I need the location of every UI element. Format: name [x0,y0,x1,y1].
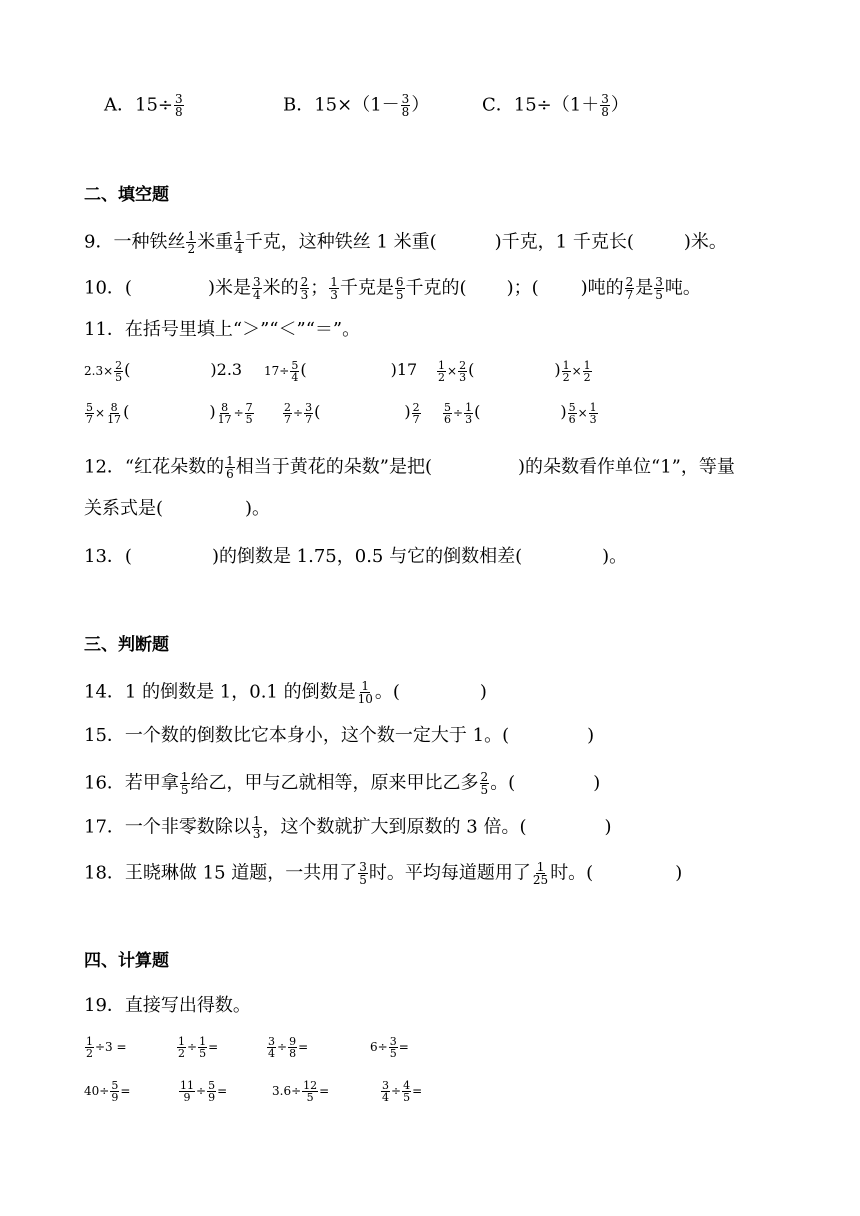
question-text: = [398,1040,409,1054]
fraction-denominator: 4 [268,1047,275,1060]
fraction-denominator: 7 [86,413,93,426]
fraction [288,1036,297,1059]
question-text: × [577,406,588,420]
fraction-numerator: 4 [403,1079,411,1092]
question-text: = [412,1084,423,1098]
fraction [302,1080,318,1103]
question-text: ) [404,402,411,421]
question-text: B．15×（1－ [283,94,400,116]
fraction-denominator: 4 [235,242,243,256]
option-c [482,93,629,118]
fraction-denominator: 4 [252,288,261,302]
question-text: ； [310,277,329,299]
question-text: ÷3 = [95,1040,127,1054]
question-text: 时。平均每道题用了 [368,862,531,884]
calc-item [272,1080,329,1103]
fraction-denominator: 10 [357,692,373,706]
question-19: 19．直接写出得数。 [84,995,251,1016]
fraction-denominator: 8 [401,105,410,119]
fraction-numerator: 5 [208,1079,216,1092]
question-text: 13．( [84,546,132,567]
fraction-numerator: 1 [589,401,597,414]
fraction-denominator: 5 [655,288,663,302]
fraction-numerator: 1 [199,1035,207,1048]
calc-item [84,1080,130,1103]
question-text: ） [610,94,629,116]
fraction-denominator: 7 [305,413,313,426]
fraction [186,230,196,255]
question-text: 相当于黄花的朵数”是把( [235,456,432,478]
fraction-numerator: 3 [382,1079,389,1092]
calc-item [178,1080,227,1103]
fraction-denominator: 6 [444,413,451,426]
fraction [654,276,664,301]
fraction [358,861,368,886]
calc-item [176,1036,218,1059]
compare-item [282,402,422,425]
fraction-denominator: 6 [226,467,234,481]
question-text: )千克，1 千克长( [494,231,634,253]
fraction [357,680,374,705]
section-title-calc: 四、计算题 [84,951,169,971]
fraction-denominator: 7 [284,413,291,426]
question-text: ( [468,360,475,379]
fraction [207,1080,216,1103]
fraction-denominator: 5 [306,1091,314,1104]
question-11: 11．在括号里填上“＞”“＜”“＝”。 [84,319,361,340]
fraction-numerator: 1 [178,1035,185,1048]
question-text: )。 [602,546,628,567]
fraction-denominator: 3 [252,827,261,841]
fraction [625,276,635,301]
question-text: 米的 [262,277,299,299]
fraction-denominator: 5 [245,413,253,426]
fraction [532,861,549,886]
fraction [401,93,411,118]
fraction-denominator: 5 [180,783,189,797]
fraction-denominator: 2 [562,371,570,384]
question-text: 15．一个数的倒数比它本身小，这个数一定大于 1。( [84,725,510,746]
fraction-numerator: 1 [235,229,243,243]
question-text: 千克是 [339,277,394,299]
question-text: ÷ [233,406,244,420]
fraction-numerator: 3 [359,860,367,874]
compare-item [264,360,417,383]
section-title-fill-in: 二、填空题 [84,185,169,205]
question-text: )；( [506,277,539,299]
question-text: 。( [374,681,400,703]
fraction-numerator: 2 [412,401,420,414]
question-18 [84,861,682,886]
fraction [290,360,299,383]
fraction [389,1036,398,1059]
fraction-numerator: 5 [444,401,451,414]
question-text: 17÷ [264,364,290,378]
question-12 [84,455,735,480]
question-text: 3.6÷ [272,1084,302,1098]
fraction-denominator: 17 [217,413,232,426]
fraction-denominator: 9 [208,1091,216,1104]
question-text: ) [209,402,216,421]
fraction-denominator: 3 [465,413,473,426]
fraction-numerator: 1 [438,359,445,372]
fraction [395,276,405,301]
question-text: ( [314,402,321,421]
fraction [174,93,184,118]
fraction-denominator: 3 [589,413,597,426]
question-text: ) [604,816,612,838]
fraction-numerator: 1 [583,359,591,372]
question-text: 40÷ [84,1084,110,1098]
question-text: ） [411,94,430,116]
question-text: ) [587,725,595,746]
question-text: ) [554,360,561,379]
fraction [180,771,190,796]
fraction-numerator: 3 [655,275,663,289]
fraction-numerator: 8 [110,401,118,414]
question-text: )的倒数是 1.75，0.5 与它的倒数相差( [211,546,523,567]
calc-item [84,1036,127,1059]
calc-item [380,1080,422,1103]
question-12-cont [84,500,270,518]
fraction-numerator: 3 [305,401,313,414]
fraction-numerator: 11 [180,1079,194,1092]
question-text: 16．若甲拿 [84,772,179,794]
option-b [283,93,429,118]
calc-item [370,1036,409,1059]
fraction [110,1080,119,1103]
compare-item [442,402,599,425]
fraction-numerator: 3 [389,1035,397,1048]
fraction-denominator: 2 [187,242,196,256]
question-text: )2.3 [210,360,243,379]
fraction-denominator: 3 [459,371,467,384]
question-text: ÷ [187,1040,198,1054]
fraction-denominator: 8 [289,1047,297,1060]
question-17 [84,815,612,840]
question-text: = [120,1084,131,1098]
question-text: ) [593,772,601,794]
fraction [402,1080,411,1103]
fraction [464,402,473,425]
question-text: 14．1 的倒数是 1，0.1 的倒数是 [84,681,356,703]
fraction-numerator: 1 [86,1035,93,1048]
fraction-numerator: 1 [562,359,570,372]
fraction-numerator: 3 [175,92,183,106]
question-16 [84,771,600,796]
question-text: ÷ [277,1040,288,1054]
fraction-numerator: 3 [252,275,261,289]
question-text: 千克，这种铁丝 1 米重( [244,231,437,253]
question-text: 给乙，甲与乙就相等，原来甲比乙多 [190,772,479,794]
fraction-denominator: 6 [568,413,576,426]
question-text: )的朵数看作单位“1”，等量 [517,456,735,478]
compare-item [436,360,593,383]
question-text: 12．“红花朵数的 [84,456,225,478]
fraction-numerator: 1 [465,401,473,414]
fraction-denominator: 5 [395,288,404,302]
fraction-denominator: 25 [532,873,549,887]
fraction [437,360,446,383]
question-text: )吨的 [580,277,624,299]
fraction-denominator: 5 [403,1091,411,1104]
question-text: × [571,364,582,378]
question-text: ( [300,360,307,379]
fraction [458,360,467,383]
fraction-denominator: 7 [412,413,420,426]
fraction-denominator: 4 [382,1091,389,1104]
fraction-numerator: 1 [252,814,261,828]
compare-item [84,402,255,425]
question-text: = [319,1084,330,1098]
fraction-denominator: 2 [178,1047,185,1060]
question-text: × [95,406,106,420]
question-text: 17．一个非零数除以 [84,816,251,838]
fraction-denominator: 8 [175,105,183,119]
fraction-denominator: 5 [199,1047,207,1060]
fraction [480,771,490,796]
fraction-numerator: 2 [625,275,634,289]
question-text: )。 [245,498,271,519]
fraction-numerator: 12 [303,1079,318,1092]
fraction-numerator: 3 [601,92,609,106]
question-text: ( [124,360,131,379]
question-text: )米是 [207,277,251,299]
fraction [245,402,254,425]
fraction-numerator: 2 [459,359,467,372]
fraction [443,402,452,425]
question-text: 2.3× [84,364,114,378]
fraction-numerator: 1 [187,229,196,243]
fraction-denominator: 9 [183,1091,191,1104]
fraction [217,402,233,425]
question-text: A．15÷ [104,94,173,116]
fraction-denominator: 5 [480,783,489,797]
fraction-numerator: 5 [568,401,576,414]
fraction-numerator: 1 [180,770,189,784]
question-text: ÷ [391,1084,402,1098]
question-text: ) [675,862,683,884]
fraction [225,455,235,480]
fraction [179,1080,195,1103]
fraction-numerator: 5 [86,401,93,414]
calc-item [266,1036,308,1059]
fraction-denominator: 3 [330,288,338,302]
fraction [583,360,592,383]
question-text: 9．一种铁丝 [84,231,186,253]
question-text: 米重 [197,231,234,253]
fraction-numerator: 5 [291,359,299,372]
question-text: 18．王晓琳做 15 道题，一共用了 [84,862,358,884]
fraction-numerator: 5 [111,1079,119,1092]
question-text: 千克的( [405,277,467,299]
fraction [304,402,313,425]
fraction-numerator: 1 [361,679,370,693]
fraction [412,402,421,425]
compare-item [84,360,242,383]
question-text: )米。 [683,231,727,253]
question-text: = [217,1084,228,1098]
fraction-numerator: 3 [268,1035,275,1048]
question-text: 是 [635,277,654,299]
fraction-numerator: 2 [284,401,291,414]
fraction [198,1036,207,1059]
fraction [589,402,598,425]
fraction-denominator: 2 [438,371,445,384]
question-15 [84,727,594,745]
option-a [104,93,185,118]
fraction [267,1036,276,1059]
question-text: 吨。 [664,277,701,299]
fraction [252,815,262,840]
fraction [252,276,262,301]
fraction-numerator: 6 [395,275,404,289]
fraction-numerator: 2 [300,275,309,289]
fraction [85,402,94,425]
fraction-numerator: 2 [480,770,489,784]
fraction [329,276,339,301]
question-9 [84,230,727,255]
fraction-numerator: 9 [289,1035,297,1048]
fraction-denominator: 7 [625,288,634,302]
question-10 [84,276,701,301]
fraction-denominator: 17 [107,413,122,426]
fraction [562,360,571,383]
fraction [300,276,310,301]
question-text: ) [479,681,487,703]
question-text: 6÷ [370,1040,388,1054]
fraction-numerator: 8 [221,401,229,414]
fraction-denominator: 9 [111,1091,119,1104]
section-title-judge: 三、判断题 [84,635,169,655]
question-text: 关系式是( [84,498,164,519]
fraction-numerator: 1 [226,454,234,468]
question-text: 10．( [84,277,132,299]
fraction-denominator: 8 [601,105,609,119]
fraction [114,360,123,383]
question-text: ÷ [293,406,304,420]
fraction-denominator: 5 [115,371,123,384]
fraction-denominator: 5 [389,1047,397,1060]
question-text: 。( [490,772,516,794]
fraction-numerator: 7 [245,401,253,414]
question-text: ( [123,402,130,421]
question-text: C．15÷（1＋ [482,94,600,116]
fraction-denominator: 2 [86,1047,93,1060]
fraction [283,402,292,425]
fraction [381,1080,390,1103]
fraction-numerator: 3 [401,92,410,106]
fraction-denominator: 3 [300,288,309,302]
question-text: ( [474,402,481,421]
question-text: ，这个数就扩大到原数的 3 倍。( [262,816,527,838]
question-text: ) [560,402,567,421]
fraction-numerator: 2 [115,359,123,372]
fraction [234,230,244,255]
fraction-denominator: 5 [359,873,367,887]
question-text: 时。( [550,862,594,884]
question-text: ÷ [196,1084,207,1098]
question-text: = [208,1040,219,1054]
fraction-denominator: 4 [291,371,299,384]
question-text: = [298,1040,309,1054]
fraction [177,1036,186,1059]
fraction-denominator: 2 [583,371,591,384]
fraction [600,93,610,118]
question-text: ÷ [453,406,464,420]
question-14 [84,680,487,705]
fraction [85,1036,94,1059]
question-13 [84,548,627,566]
fraction [106,402,122,425]
fraction [568,402,577,425]
fraction-numerator: 1 [330,275,338,289]
question-text: × [447,364,458,378]
question-text: )17 [390,360,418,379]
fraction-numerator: 1 [536,860,545,874]
